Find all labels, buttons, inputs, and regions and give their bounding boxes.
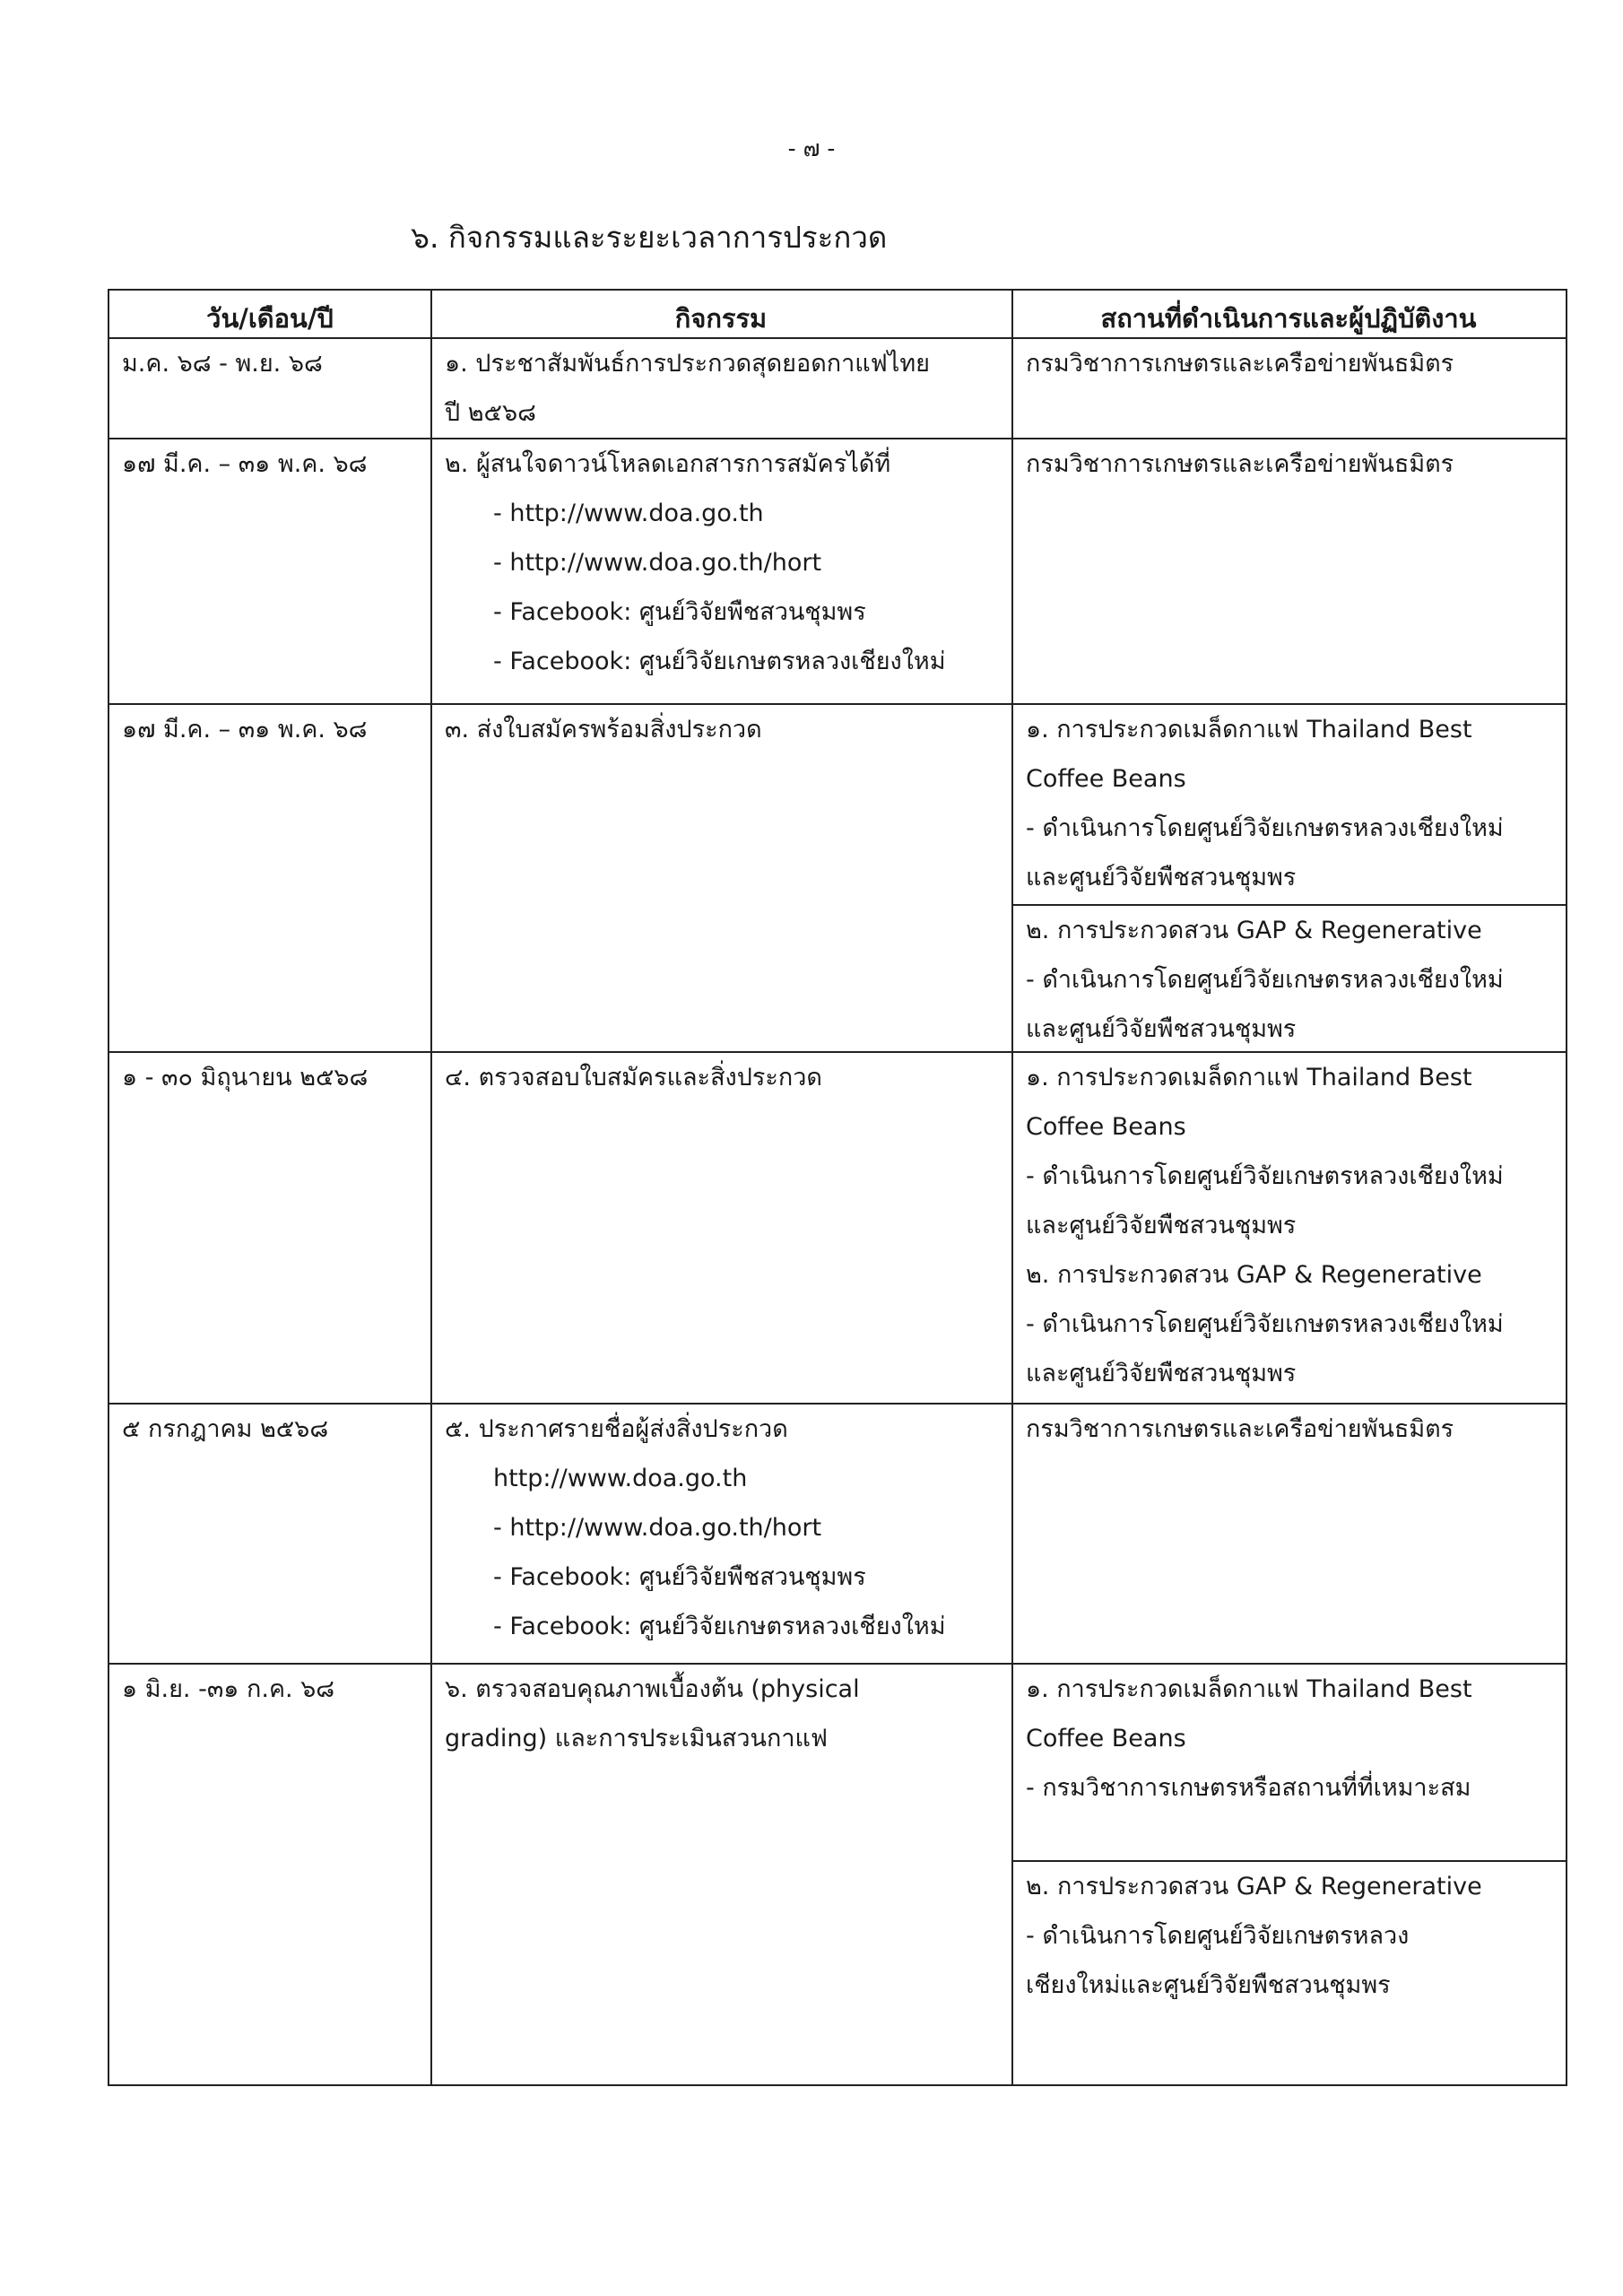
venue-line: เชียงใหม่และศูนย์วิจัยพืชสวนชุมพร <box>1026 1971 1391 1999</box>
activity-line: ๕. ประกาศรายชื่อผู้ส่งสิ่งประกวด <box>445 1415 788 1443</box>
venue-line: กรมวิชาการเกษตรและเครือข่ายพันธมิตร <box>1026 450 1454 478</box>
row-4-date: ๑ - ๓๐ มิถุนายน ๒๕๖๘ <box>122 1064 369 1091</box>
row-6-venue-garden <box>1026 1862 1482 2010</box>
venue-line: - ดำเนินการโดยศูนย์วิจัยเกษตรหลวงเชียงใหม่ <box>1026 814 1504 842</box>
column-divider <box>1011 291 1013 2084</box>
venue-line: ๑. การประกวดเมล็ดกาแฟ Thailand Best <box>1026 1064 1472 1091</box>
row-4-activity <box>445 1053 822 1102</box>
section-title: ๖. กิจกรรมและระยะเวลาการประกวด <box>411 220 888 255</box>
row-3-venue-beans <box>1026 705 1504 902</box>
row-2-activity <box>445 439 946 686</box>
activity-line: ๓. ส่งใบสมัครพร้อมสิ่งประกวด <box>445 716 762 744</box>
row-5-activity <box>445 1405 946 1651</box>
venue-line: Coffee Beans <box>1026 1725 1186 1752</box>
venue-line: และศูนย์วิจัยพืชสวนชุมพร <box>1026 864 1297 891</box>
row-6-date: ๑ มิ.ย. -๓๑ ก.ค. ๖๘ <box>122 1675 335 1703</box>
venue-line: - ดำเนินการโดยศูนย์วิจัยเกษตรหลวงเชียงใหม่ <box>1026 1310 1504 1338</box>
row-1-activity <box>445 339 930 438</box>
venue-line: กรมวิชาการเกษตรและเครือข่ายพันธมิตร <box>1026 1415 1454 1443</box>
venue-line: กรมวิชาการเกษตรและเครือข่ายพันธมิตร <box>1026 350 1454 378</box>
header-activity: กิจกรรม <box>674 303 768 334</box>
row-1-date: ม.ค. ๖๘ - พ.ย. ๖๘ <box>122 350 323 378</box>
column-divider <box>430 291 432 2084</box>
header-venue: สถานที่ดำเนินการและผู้ปฏิบัติงาน <box>1100 303 1477 334</box>
activity-line: grading) และการประเมินสวนกาแฟ <box>445 1725 829 1752</box>
venue-line: และศูนย์วิจัยพืชสวนชุมพร <box>1026 1212 1297 1239</box>
link-doa[interactable]: - http://www.doa.go.th <box>493 500 764 527</box>
row-5-date: ๕ กรกฎาคม ๒๕๖๘ <box>122 1415 329 1443</box>
header-date: วัน/เดือน/ปี <box>206 303 334 334</box>
link-facebook-chumphon[interactable]: - Facebook: ศูนย์วิจัยพืชสวนชุมพร <box>493 598 866 626</box>
schedule-table <box>108 289 1567 2086</box>
row-5-venue <box>1026 1405 1454 1454</box>
page-number: - ๗ - <box>787 135 836 161</box>
venue-line: ๑. การประกวดเมล็ดกาแฟ Thailand Best <box>1026 716 1472 744</box>
link-doa[interactable]: http://www.doa.go.th <box>493 1465 748 1492</box>
venue-line: ๒. การประกวดสวน GAP & Regenerative <box>1026 1873 1482 1900</box>
link-doa-hort[interactable]: - http://www.doa.go.th/hort <box>493 549 822 577</box>
venue-line: ๑. การประกวดเมล็ดกาแฟ Thailand Best <box>1026 1675 1472 1703</box>
link-doa-hort[interactable]: - http://www.doa.go.th/hort <box>493 1514 822 1542</box>
activity-line: ๔. ตรวจสอบใบสมัครและสิ่งประกวด <box>445 1064 822 1091</box>
row-6-venue-beans <box>1026 1665 1472 1813</box>
row-2-date: ๑๗ มี.ค. – ๓๑ พ.ค. ๖๘ <box>122 450 368 478</box>
venue-line: Coffee Beans <box>1026 1113 1186 1141</box>
activity-line: ๒. ผู้สนใจดาวน์โหลดเอกสารการสมัครได้ที่ <box>445 450 891 478</box>
row-3-date: ๑๗ มี.ค. – ๓๑ พ.ค. ๖๘ <box>122 716 368 744</box>
venue-line: - ดำเนินการโดยศูนย์วิจัยเกษตรหลวงเชียงใหม่ <box>1026 1162 1504 1190</box>
venue-line: และศูนย์วิจัยพืชสวนชุมพร <box>1026 1360 1297 1387</box>
row-2-venue <box>1026 439 1454 489</box>
venue-line: - กรมวิชาการเกษตรหรือสถานที่ที่เหมาะสม <box>1026 1774 1471 1802</box>
row-4-venue <box>1026 1053 1504 1398</box>
row-3-venue-garden <box>1026 906 1504 1054</box>
link-facebook-chiangmai[interactable]: - Facebook: ศูนย์วิจัยเกษตรหลวงเชียงใหม่ <box>493 648 946 675</box>
activity-line: ปี ๒๕๖๘ <box>445 399 536 427</box>
row-6-activity <box>445 1665 860 1763</box>
activity-line: ๖. ตรวจสอบคุณภาพเบื้องต้น (physical <box>445 1675 860 1703</box>
venue-line: - ดำเนินการโดยศูนย์วิจัยเกษตรหลวง <box>1026 1922 1410 1950</box>
venue-line: - ดำเนินการโดยศูนย์วิจัยเกษตรหลวงเชียงใหม่ <box>1026 966 1504 994</box>
venue-line: Coffee Beans <box>1026 765 1186 793</box>
venue-line: และศูนย์วิจัยพืชสวนชุมพร <box>1026 1015 1297 1043</box>
venue-line: ๒. การประกวดสวน GAP & Regenerative <box>1026 917 1482 944</box>
link-facebook-chiangmai[interactable]: - Facebook: ศูนย์วิจัยเกษตรหลวงเชียงใหม่ <box>493 1613 946 1640</box>
venue-line: ๒. การประกวดสวน GAP & Regenerative <box>1026 1261 1482 1289</box>
activity-line: ๑. ประชาสัมพันธ์การประกวดสุดยอดกาแฟไทย <box>445 350 930 378</box>
link-facebook-chumphon[interactable]: - Facebook: ศูนย์วิจัยพืชสวนชุมพร <box>493 1563 866 1591</box>
row-3-activity <box>445 705 762 754</box>
row-1-venue <box>1026 339 1454 388</box>
